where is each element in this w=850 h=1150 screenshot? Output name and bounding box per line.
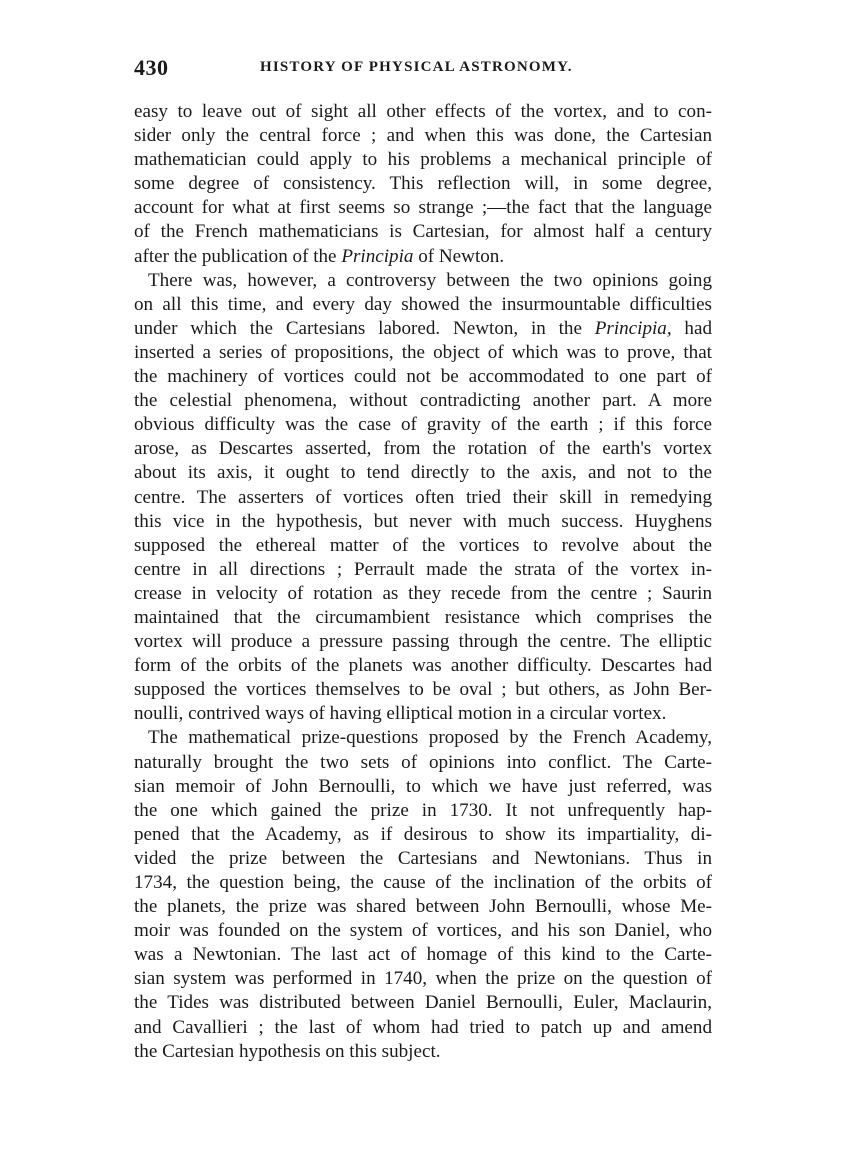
text-line: the Tides was distributed between Daniel Bernoulli, Euler, Maclaurin,	[134, 992, 712, 1014]
text-line: was a Newtonian. The last act of homage of this kind to the Carte-	[134, 944, 712, 966]
text-line: the Cartesian hypothesis on this subject.	[134, 1040, 441, 1062]
text-line: crease in velocity of rotation as they recede from the centre ; Saurin	[134, 582, 712, 604]
text-line: form of the orbits of the planets was another difficulty. Descartes had	[134, 655, 712, 677]
text-line: obvious difficulty was the case of gravity of the earth ; if this force	[134, 414, 712, 436]
running-title: HISTORY OF PHYSICAL ASTRONOMY.	[260, 59, 573, 75]
text-line: moir was founded on the system of vortices, and his son Daniel, who	[134, 920, 712, 942]
text-line: vortex will produce a pressure passing through the centre. The elliptic	[134, 631, 712, 653]
page-number: 430	[134, 55, 169, 80]
text-line: vided the prize between the Cartesians and Newtonians. Thus in	[134, 847, 712, 869]
running-head	[134, 55, 714, 85]
text-line: The mathematical prize-questions proposed by the French Academy,	[148, 727, 712, 749]
text-line: sian memoir of John Bernoulli, to which we have just referred, was	[134, 775, 712, 797]
text-line: and Cavallieri ; the last of whom had tried to patch up and amend	[134, 1016, 712, 1038]
paragraph	[134, 100, 712, 269]
text-run: after the publication of the	[134, 245, 342, 267]
body-text	[134, 100, 712, 1064]
text-line: centre. The asserters of vortices often tried their skill in remedying	[134, 486, 712, 508]
text-line: the celestial phenomena, without contradicting another part. A more	[134, 390, 712, 412]
text-line	[134, 245, 712, 269]
text-line: arose, as Descartes asserted, from the rotation of the earth's vortex	[134, 438, 712, 460]
text-line: mathematician could apply to his problems a mechanical principle of	[134, 149, 712, 171]
text-line: the one which gained the prize in 1730. It not unfrequently hap-	[134, 799, 712, 821]
text-line: of the French mathematicians is Cartesian, for almost half a century	[134, 221, 712, 243]
text-line: maintained that the circumambient resistance which comprises the	[134, 606, 712, 628]
text-line: 1734, the question being, the cause of the inclination of the orbits of	[134, 872, 712, 893]
text-line: sian system was performed in 1740, when the prize on the question of	[134, 968, 712, 990]
text-line: easy to leave out of sight all other effects of the vortex, and to con-	[134, 101, 712, 122]
text-line: centre in all directions ; Perrault made the strata of the vortex in-	[134, 558, 712, 580]
text-line: on all this time, and every day showed the insurmountable difficulties	[134, 293, 712, 315]
text-line: sider only the central force ; and when this was done, the Cartesian	[134, 125, 712, 147]
book-title-italic: Principia	[341, 245, 414, 267]
book-title-italic: Principia,	[594, 317, 672, 339]
text-line: noulli, contrived ways of having elliptical motion in a circular vortex.	[134, 703, 667, 725]
text-line: naturally brought the two sets of opinions into conflict. The Carte-	[134, 751, 712, 773]
text-run: under which the Cartesians labored. Newton, in the	[134, 317, 595, 339]
paragraph	[134, 726, 712, 1063]
text-line: supposed the vortices themselves to be oval ; but others, as John Ber-	[134, 679, 712, 701]
text-line	[134, 317, 712, 341]
text-line: account for what at first seems so strange ;—the fact that the language	[134, 197, 712, 219]
text-line: supposed the ethereal matter of the vortices to revolve about the	[134, 534, 712, 556]
paragraph	[134, 269, 712, 727]
text-line: There was, however, a controversy between the two opinions going	[148, 269, 712, 291]
text-line: this vice in the hypothesis, but never with much success. Huyghens	[134, 510, 712, 532]
text-line: some degree of consistency. This reflection will, in some degree,	[134, 173, 712, 195]
text-line: the machinery of vortices could not be accommodated to one part of	[134, 366, 712, 388]
text-line: the planets, the prize was shared between John Bernoulli, whose Me-	[134, 896, 712, 918]
text-run: had	[671, 317, 712, 339]
text-line: about its axis, it ought to tend directly to the axis, and not to the	[134, 462, 712, 484]
text-line: pened that the Academy, as if desirous to show its impartiality, di-	[134, 823, 712, 845]
text-run: of Newton.	[413, 245, 505, 267]
text-line: inserted a series of propositions, the object of which was to prove, that	[134, 341, 712, 363]
